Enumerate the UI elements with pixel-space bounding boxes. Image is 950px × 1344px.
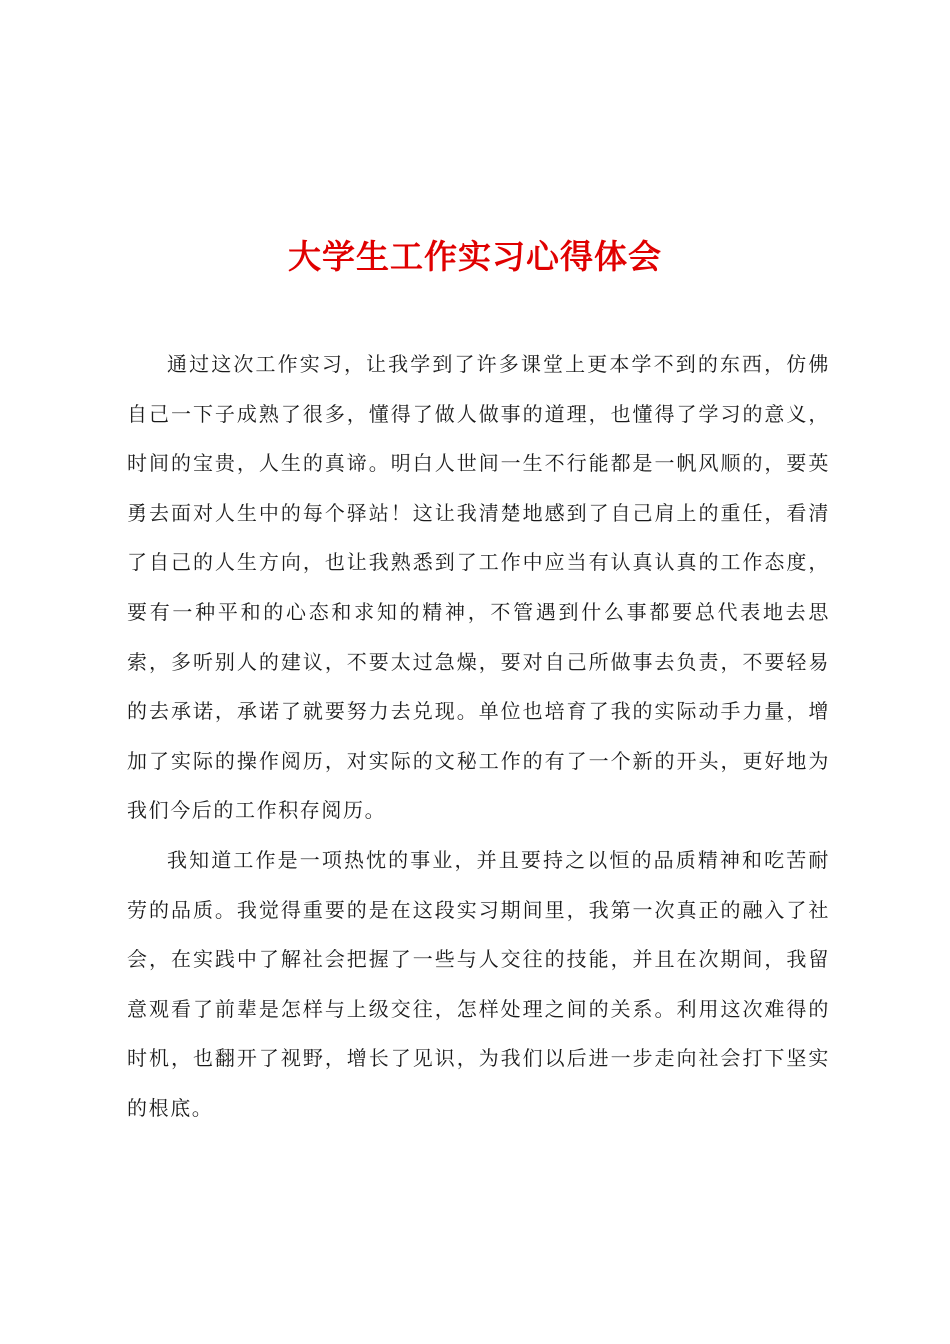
paragraph-1: 通过这次工作实习，让我学到了许多课堂上更本学不到的东西，仿佛自己一下子成熟了很多，懂得了做人做事的道理，也懂得了学习的意义，时间的宝贵，人生的真谛。明白人世间一生不行能都是一帆风顺的，要英勇去面对人生中的每个驿站！这让我清楚地感到了自己肩上的重任，看清了自己的人生方向，也让我熟悉到了工作中应当有认真认真的工作态度，要有一种平和的心态和求知的精神，不管遇到什么事都要总代表地去思索，多听别人的建议，不要太过急燥，要对自己所做事去负责，不要轻易的去承诺，承诺了就要努力去兑现。单位也培育了我的实际动手力量，增加了实际的操作阅历，对实际的文秘工作的有了一个新的开头，更好地为我们今后的工作积存阅历。: [127, 352, 830, 823]
document-body: [127, 340, 830, 1134]
document-title: 大学生工作实习心得体会: [288, 237, 662, 277]
paragraph-2: 我知道工作是一项热忱的事业，并且要持之以恒的品质精神和吃苦耐劳的品质。我觉得重要的是在这段实习期间里，我第一次真正的融入了社会，在实践中了解社会把握了一些与人交往的技能，并且在次期间，我留意观看了前辈是怎样与上级交往，怎样处理之间的关系。利用这次难得的时机，也翻开了视野，增长了见识，为我们以后进一步走向社会打下坚实的根底。: [127, 847, 830, 1120]
